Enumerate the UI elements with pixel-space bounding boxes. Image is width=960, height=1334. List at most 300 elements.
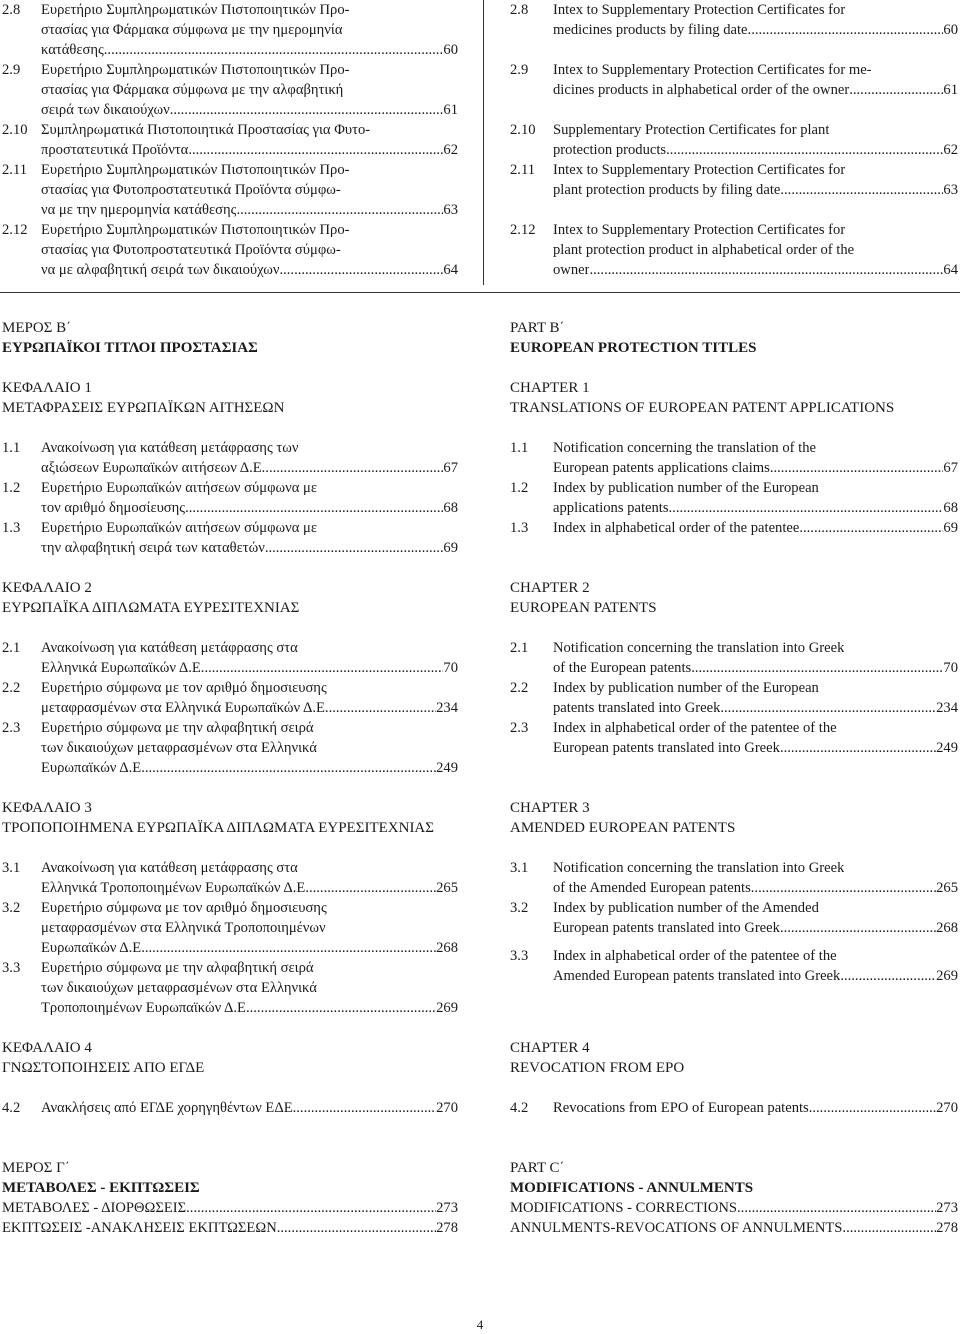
entry-line-text: MODIFICATIONS - CORRECTIONS bbox=[510, 1200, 738, 1216]
toc-entry bbox=[2, 0, 458, 60]
entry-line bbox=[553, 498, 958, 518]
entry-line bbox=[553, 966, 958, 986]
entry-number: 1.3 bbox=[2, 520, 21, 536]
entry-line bbox=[41, 518, 458, 538]
dot-leader bbox=[188, 140, 443, 160]
dot-leader bbox=[236, 200, 443, 220]
dot-leader bbox=[185, 498, 443, 518]
entry-line bbox=[41, 898, 458, 918]
entry-text bbox=[553, 1098, 958, 1118]
entry-text bbox=[553, 120, 958, 160]
entry-line bbox=[553, 638, 958, 658]
entry-line-text: στασίας για Φυτοπροστατευτικά Προϊόντα σύμφω- bbox=[41, 242, 341, 258]
chapter-entries bbox=[510, 1098, 958, 1118]
page-ref: 234 bbox=[436, 700, 458, 716]
entry-text bbox=[41, 120, 458, 160]
part-label: PART C΄ bbox=[510, 1160, 565, 1176]
entry-line-text: Amended European patents translated into Greek bbox=[553, 968, 841, 984]
chapter-1-greek bbox=[2, 378, 458, 558]
toc-entry bbox=[510, 438, 958, 478]
entry-number: 1.2 bbox=[510, 480, 529, 496]
page-ref: 269 bbox=[436, 1000, 458, 1016]
entry-line bbox=[553, 698, 958, 718]
toc-entry bbox=[510, 0, 958, 40]
entry-line-text: European patents translated into Greek bbox=[553, 920, 780, 936]
page-ref: 64 bbox=[443, 262, 458, 278]
chapter-title: ΤΡΟΠΟΠΟΙΗΜΕΝΑ ΕΥΡΩΠΑΪΚΑ ΔΙΠΛΩΜΑΤΑ ΕΥΡΕΣΙΤΕΧΝΙΑΣ bbox=[2, 820, 434, 836]
page-ref: 63 bbox=[443, 202, 458, 218]
chapter-label: ΚΕΦΑΛΑΙΟ 3 bbox=[2, 800, 92, 816]
entry-number: 2.8 bbox=[510, 2, 529, 18]
entry-number: 3.1 bbox=[2, 860, 21, 876]
entry-line bbox=[2, 1218, 458, 1238]
entry-line-text: των δικαιούχων μεταφρασμένων στα Ελληνικά bbox=[41, 980, 317, 996]
toc-entry bbox=[510, 1098, 958, 1118]
toc-entry bbox=[2, 220, 458, 280]
entry-line-text: patents translated into Greek bbox=[553, 700, 721, 716]
chapter-4-greek bbox=[2, 1038, 458, 1118]
dot-leader bbox=[145, 758, 436, 778]
entry-line-text: Συμπληρωματικά Πιστοποιητικά Προστασίας για Φυτο- bbox=[41, 122, 371, 138]
part-c-english bbox=[510, 1158, 958, 1238]
entry-line bbox=[553, 458, 958, 478]
entry-line-text: Ανακοίνωση για κατάθεση μετάφρασης των bbox=[41, 440, 299, 456]
entry-text bbox=[41, 678, 458, 718]
dot-leader bbox=[720, 698, 936, 718]
entry-line bbox=[41, 538, 458, 558]
toc-entry bbox=[2, 120, 458, 160]
entry-line bbox=[41, 80, 458, 100]
dot-leader bbox=[170, 100, 444, 120]
dot-leader bbox=[809, 1098, 936, 1118]
entry-text bbox=[2, 1218, 458, 1238]
entry-line-text: Ευρετήριο Συμπληρωματικών Πιστοποιητικών Προ- bbox=[41, 222, 350, 238]
entry-line-text: Ευρετήριο σύμφωνα με τον αριθμό δημοσιευσης bbox=[41, 900, 327, 916]
section-divider bbox=[0, 292, 960, 293]
page-ref: 249 bbox=[436, 760, 458, 776]
part-title: MODIFICATIONS - ANNULMENTS bbox=[510, 1180, 754, 1196]
dot-leader bbox=[748, 20, 944, 40]
page-ref: 268 bbox=[436, 940, 458, 956]
entry-line-text: στασίας για Φάρμακα σύμφωνα με την αλφαβητική bbox=[41, 82, 344, 98]
entry-line-text: τον αριθμό δημοσίευσης bbox=[41, 500, 186, 516]
dot-leader bbox=[204, 658, 443, 678]
toc-entry bbox=[2, 438, 458, 478]
entry-text bbox=[41, 518, 458, 558]
dot-leader bbox=[737, 1198, 936, 1218]
chapter-3-english bbox=[510, 798, 958, 986]
entry-line bbox=[553, 1098, 958, 1118]
chapter-label: CHAPTER 2 bbox=[510, 580, 590, 596]
entry-line-text: αξιώσεων Ευρωπαϊκών αιτήσεων Δ.Ε. bbox=[41, 460, 266, 476]
entry-number: 2.2 bbox=[2, 680, 21, 696]
page-ref: 61 bbox=[443, 102, 458, 118]
entry-line-text: Notification concerning the translation into Greek bbox=[553, 860, 845, 876]
page-ref: 234 bbox=[936, 700, 958, 716]
dot-leader bbox=[145, 938, 436, 958]
page-ref: 270 bbox=[436, 1100, 458, 1116]
entry-line-text: Ευρωπαϊκών Δ.Ε. bbox=[41, 940, 145, 956]
toc-entry bbox=[510, 60, 958, 100]
page-ref: 62 bbox=[943, 142, 958, 158]
entry-line-text: European patents applications claims bbox=[553, 460, 770, 476]
chapter-title: AMENDED EUROPEAN PATENTS bbox=[510, 820, 736, 836]
entry-line bbox=[41, 60, 458, 80]
entry-text bbox=[41, 0, 458, 60]
page-ref: 270 bbox=[936, 1100, 958, 1116]
dot-leader bbox=[250, 998, 436, 1018]
entry-line bbox=[553, 946, 958, 966]
chapter-entries bbox=[2, 858, 458, 1018]
entry-line bbox=[553, 658, 958, 678]
entry-line-text: Index in alphabetical order of the patentee of the bbox=[553, 948, 837, 964]
chapter-label: ΚΕΦΑΛΑΙΟ 2 bbox=[2, 580, 92, 596]
entry-line-text: Intex to Supplementary Protection Certificates for bbox=[553, 222, 846, 238]
page-ref: 273 bbox=[436, 1200, 458, 1216]
entry-line-text: of the European patents bbox=[553, 660, 692, 676]
entry-line-text: την αλφαβητική σειρά των καταθετών bbox=[41, 540, 265, 556]
dot-leader bbox=[669, 498, 944, 518]
dot-leader bbox=[186, 1198, 436, 1218]
page-ref: 67 bbox=[943, 460, 958, 476]
entry-line-text: να με αλφαβητική σειρά των δικαιούχων bbox=[41, 262, 280, 278]
entry-text bbox=[553, 438, 958, 478]
part-b-heading-english bbox=[510, 318, 958, 358]
entry-line-text: Τροποποιημένων Ευρωπαϊκών Δ.Ε. bbox=[41, 1000, 250, 1016]
page-ref: 268 bbox=[936, 920, 958, 936]
entry-text bbox=[553, 220, 958, 280]
page-ref: 68 bbox=[443, 500, 458, 516]
entry-line-text: Index in alphabetical order of the patentee bbox=[553, 520, 800, 536]
entry-line bbox=[41, 958, 458, 978]
dot-leader bbox=[770, 458, 944, 478]
chapter-label: ΚΕΦΑΛΑΙΟ 1 bbox=[2, 380, 92, 396]
entry-line bbox=[41, 698, 458, 718]
entry-line-text: Ελληνικά Ευρωπαϊκών Δ.Ε. bbox=[41, 660, 205, 676]
entry-number: 2.10 bbox=[510, 122, 536, 138]
entry-text bbox=[553, 0, 958, 40]
entry-text bbox=[510, 1198, 958, 1218]
entry-line bbox=[553, 518, 958, 538]
entry-line bbox=[553, 140, 958, 160]
entry-text bbox=[41, 220, 458, 280]
entry-line-text: Ευρετήριο Συμπληρωματικών Πιστοποιητικών Προ- bbox=[41, 2, 350, 18]
chapter-title: TRANSLATIONS OF EUROPEAN PATENT APPLICATIONS bbox=[510, 400, 895, 416]
toc-entry bbox=[510, 160, 958, 200]
dot-leader bbox=[691, 658, 943, 678]
entry-line bbox=[41, 458, 458, 478]
entry-number: 2.11 bbox=[2, 162, 27, 178]
entry-line bbox=[41, 658, 458, 678]
entry-text bbox=[553, 898, 958, 938]
entry-number: 2.12 bbox=[2, 222, 28, 238]
chapter-2-english bbox=[510, 578, 958, 758]
dot-leader bbox=[840, 966, 936, 986]
page-ref: 61 bbox=[943, 82, 958, 98]
entry-text bbox=[553, 60, 958, 100]
entry-line bbox=[41, 978, 458, 998]
entry-line bbox=[553, 878, 958, 898]
entry-line bbox=[553, 718, 958, 738]
entry-text bbox=[510, 1218, 958, 1238]
entry-line bbox=[2, 1198, 458, 1218]
entry-number: 2.3 bbox=[510, 720, 529, 736]
chapter-3-greek bbox=[2, 798, 458, 1018]
entry-line bbox=[41, 678, 458, 698]
entry-line bbox=[41, 160, 458, 180]
page-ref: 278 bbox=[936, 1220, 958, 1236]
entry-line-text: Notification concerning the translation of the bbox=[553, 440, 817, 456]
dot-leader bbox=[666, 140, 943, 160]
toc-entry bbox=[2, 718, 458, 778]
entry-line-text: Ευρετήριο σύμφωνα με τον αριθμό δημοσιευσης bbox=[41, 680, 327, 696]
entry-line bbox=[553, 60, 958, 80]
entry-number: 2.11 bbox=[510, 162, 535, 178]
page-ref: 273 bbox=[936, 1200, 958, 1216]
entry-line bbox=[41, 478, 458, 498]
entry-line-text: Ελληνικά Τροποποιημένων Ευρωπαϊκών Δ.Ε. bbox=[41, 880, 309, 896]
entry-line bbox=[553, 678, 958, 698]
entry-text bbox=[41, 858, 458, 898]
chapter-title: REVOCATION FROM EPO bbox=[510, 1060, 685, 1076]
entry-line bbox=[41, 858, 458, 878]
entry-line bbox=[553, 160, 958, 180]
dot-leader bbox=[589, 260, 943, 280]
entry-line bbox=[41, 1098, 458, 1118]
entry-number: 1.3 bbox=[510, 520, 529, 536]
entry-line-text: Ευρετήριο Συμπληρωματικών Πιστοποιητικών Προ- bbox=[41, 162, 350, 178]
entry-line bbox=[41, 638, 458, 658]
entry-line bbox=[553, 80, 958, 100]
entry-number: 1.1 bbox=[2, 440, 21, 456]
entry-line-text: of the Amended European patents bbox=[553, 880, 751, 896]
chapter-label: ΚΕΦΑΛΑΙΟ 4 bbox=[2, 1040, 92, 1056]
entry-line-text: Supplementary Protection Certificates for plant bbox=[553, 122, 830, 138]
part-title: ΜΕΤΑΒΟΛΕΣ - ΕΚΠΤΩΣΕΙΣ bbox=[2, 1180, 200, 1196]
entry-text bbox=[41, 638, 458, 678]
toc-entry bbox=[510, 478, 958, 518]
dot-leader bbox=[279, 260, 443, 280]
entry-line bbox=[553, 240, 958, 260]
part-title: ΕΥΡΩΠΑΪΚΟΙ ΤΙΤΛΟΙ ΠΡΟΣΤΑΣΙΑΣ bbox=[2, 340, 258, 356]
page-ref: 278 bbox=[436, 1220, 458, 1236]
entry-number: 3.2 bbox=[2, 900, 21, 916]
entry-text bbox=[41, 718, 458, 778]
entry-line bbox=[41, 240, 458, 260]
page-ref: 60 bbox=[443, 42, 458, 58]
chapter-title: EUROPEAN PATENTS bbox=[510, 600, 657, 616]
entry-line-text: ΕΚΠΤΩΣΕΙΣ -ΑΝΑΚΛΗΣΕΙΣ ΕΚΠΤΩΣΕΩΝ bbox=[2, 1220, 277, 1236]
page-ref: 70 bbox=[943, 660, 958, 676]
page-ref: 70 bbox=[443, 660, 458, 676]
toc-entry bbox=[510, 120, 958, 160]
toc-entry bbox=[510, 946, 958, 986]
page-ref: 68 bbox=[943, 500, 958, 516]
chapter-entries bbox=[2, 438, 458, 558]
entry-line bbox=[41, 40, 458, 60]
entry-line-text: μεταφρασμένων στα Ελληνικά Ευρωπαϊκών Δ.Ε. bbox=[41, 700, 329, 716]
entry-line bbox=[510, 1218, 958, 1238]
part-c-greek bbox=[2, 1158, 458, 1238]
page-number: 4 bbox=[476, 1317, 484, 1332]
entry-line-text: European patents translated into Greek bbox=[553, 740, 780, 756]
entry-line-text: Revocations from EPO of European patents bbox=[553, 1100, 809, 1116]
part-label: PART B΄ bbox=[510, 320, 565, 336]
page-ref: 63 bbox=[943, 182, 958, 198]
chapter-entries bbox=[510, 438, 958, 538]
entry-number: 1.1 bbox=[510, 440, 529, 456]
entry-number: 4.2 bbox=[2, 1100, 21, 1116]
page-ref: 265 bbox=[936, 880, 958, 896]
entry-line bbox=[41, 100, 458, 120]
entry-line-text: Intex to Supplementary Protection Certificates for bbox=[553, 2, 846, 18]
page-ref: 60 bbox=[943, 22, 958, 38]
dot-leader bbox=[780, 738, 936, 758]
entry-number: 2.1 bbox=[510, 640, 529, 656]
entry-number: 2.8 bbox=[2, 2, 21, 18]
toc-entry bbox=[2, 478, 458, 518]
entry-line bbox=[41, 878, 458, 898]
entry-line-text: Ανακλήσεις από ΕΓΔΕ χορηγηθέντων ΕΔΕ bbox=[41, 1100, 293, 1116]
entry-number: 3.3 bbox=[2, 960, 21, 976]
chapter-title: ΜΕΤΑΦΡΑΣΕΙΣ ΕΥΡΩΠΑΪΚΩΝ ΑΙΤΗΣΕΩΝ bbox=[2, 400, 285, 416]
entry-text bbox=[41, 958, 458, 1018]
entry-line-text: Ευρωπαϊκών Δ.Ε. bbox=[41, 760, 145, 776]
entry-line-text: Index by publication number of the European bbox=[553, 680, 819, 696]
entry-text bbox=[41, 478, 458, 518]
entry-number: 3.1 bbox=[510, 860, 529, 876]
entry-line-text: Ευρετήριο Συμπληρωματικών Πιστοποιητικών Προ- bbox=[41, 62, 350, 78]
entry-line-text: μεταφρασμένων στα Ελληνικά Τροποποιημένων bbox=[41, 920, 326, 936]
toc-entry bbox=[2, 1098, 458, 1118]
toc-left-top bbox=[2, 0, 458, 280]
entry-line-text: Intex to Supplementary Protection Certificates for me- bbox=[553, 62, 872, 78]
chapter-label: CHAPTER 1 bbox=[510, 380, 590, 396]
entry-line-text: plant protection product in alphabetical order of the bbox=[553, 242, 855, 258]
toc-entry bbox=[2, 638, 458, 678]
entry-text bbox=[41, 438, 458, 478]
entry-line-text: protection products bbox=[553, 142, 667, 158]
entry-line bbox=[41, 220, 458, 240]
chapter-entries bbox=[2, 638, 458, 778]
part-label: ΜΕΡΟΣ Γ΄ bbox=[2, 1160, 70, 1176]
entry-text bbox=[2, 1198, 458, 1218]
entry-number: 1.2 bbox=[2, 480, 21, 496]
entry-line bbox=[553, 478, 958, 498]
chapter-label: CHAPTER 4 bbox=[510, 1040, 590, 1056]
entry-line-text: Ευρετήριο σύμφωνα με την αλφαβητική σειρά bbox=[41, 960, 314, 976]
page-ref: 269 bbox=[936, 968, 958, 984]
entry-number: 2.1 bbox=[2, 640, 21, 656]
entry-line-text: προστατευτικά Προϊόντα bbox=[41, 142, 189, 158]
page-ref: 69 bbox=[943, 520, 958, 536]
entry-number: 2.9 bbox=[510, 62, 529, 78]
entry-number: 2.9 bbox=[2, 62, 21, 78]
toc-entry bbox=[510, 638, 958, 678]
entry-line bbox=[553, 220, 958, 240]
chapter-title: ΕΥΡΩΠΑΪΚΑ ΔΙΠΛΩΜΑΤΑ ΕΥΡΕΣΙΤΕΧΝΙΑΣ bbox=[2, 600, 300, 616]
entry-line-text: applications patents bbox=[553, 500, 669, 516]
entry-line bbox=[510, 1198, 958, 1218]
dot-leader bbox=[309, 878, 436, 898]
toc-right-top bbox=[510, 0, 958, 280]
entry-line bbox=[41, 140, 458, 160]
entry-line bbox=[41, 0, 458, 20]
entry-line-text: Index by publication number of the Amended bbox=[553, 900, 819, 916]
entry-number: 4.2 bbox=[510, 1100, 529, 1116]
entry-line-text: Ευρετήριο Ευρωπαϊκών αιτήσεων σύμφωνα με bbox=[41, 520, 317, 536]
dot-leader bbox=[277, 1218, 436, 1238]
dot-leader bbox=[751, 878, 936, 898]
toc-entry bbox=[2, 898, 458, 958]
toc-entry bbox=[2, 678, 458, 718]
page-ref: 67 bbox=[443, 460, 458, 476]
entry-line-text: Intex to Supplementary Protection Certificates for bbox=[553, 162, 846, 178]
toc-entry bbox=[2, 160, 458, 220]
toc-entry bbox=[510, 220, 958, 280]
entry-text bbox=[41, 1098, 458, 1118]
dot-leader bbox=[842, 1218, 936, 1238]
page-ref: 265 bbox=[436, 880, 458, 896]
dot-leader bbox=[849, 80, 943, 100]
chapter-entries bbox=[510, 638, 958, 758]
entry-text bbox=[553, 518, 958, 538]
entry-number: 3.3 bbox=[510, 948, 529, 964]
dot-leader bbox=[799, 518, 943, 538]
entry-line-text: να με την ημερομηνία κατάθεσης bbox=[41, 202, 237, 218]
chapter-entries bbox=[510, 858, 958, 986]
chapter-entries bbox=[2, 1098, 458, 1118]
entry-line-text: των δικαιούχων μεταφρασμένων στα Ελληνικά bbox=[41, 740, 317, 756]
entry-line-text: στασίας για Φυτοπροστατευτικά Προϊόντα σύμφω- bbox=[41, 182, 341, 198]
entry-text bbox=[41, 160, 458, 220]
entry-text bbox=[553, 478, 958, 518]
chapter-1-english bbox=[510, 378, 958, 538]
entry-number: 2.2 bbox=[510, 680, 529, 696]
toc-entry bbox=[2, 1198, 458, 1218]
entry-line bbox=[553, 438, 958, 458]
entry-text bbox=[41, 60, 458, 120]
entry-line-text: medicines products by filing date bbox=[553, 22, 748, 38]
entry-line bbox=[553, 858, 958, 878]
entry-line bbox=[41, 998, 458, 1018]
page-ref: 69 bbox=[443, 540, 458, 556]
entry-line-text: στασίας για Φάρμακα σύμφωνα με την ημερομηνία bbox=[41, 22, 343, 38]
entry-line-text: Index in alphabetical order of the patentee of the bbox=[553, 720, 837, 736]
toc-entry bbox=[2, 858, 458, 898]
entry-line bbox=[553, 898, 958, 918]
entry-line bbox=[41, 260, 458, 280]
toc-entry bbox=[510, 1198, 958, 1218]
entry-text bbox=[41, 898, 458, 958]
entry-line bbox=[41, 200, 458, 220]
entry-line-text: Ευρετήριο σύμφωνα με την αλφαβητική σειρά bbox=[41, 720, 314, 736]
entry-line-text: plant protection products by filing date bbox=[553, 182, 781, 198]
entry-line-text: Ανακοίνωση για κατάθεση μετάφρασης στα bbox=[41, 640, 298, 656]
dot-leader bbox=[780, 918, 936, 938]
toc-entry bbox=[2, 1218, 458, 1238]
chapter-4-english bbox=[510, 1038, 958, 1118]
entry-line-text: κατάθεσης bbox=[41, 42, 104, 58]
entry-text bbox=[553, 638, 958, 678]
entry-line-text: Notification concerning the translation into Greek bbox=[553, 640, 845, 656]
entry-number: 3.2 bbox=[510, 900, 529, 916]
entry-text bbox=[553, 858, 958, 898]
page-ref: 249 bbox=[936, 740, 958, 756]
entry-line bbox=[41, 20, 458, 40]
entry-line bbox=[41, 120, 458, 140]
entry-line bbox=[41, 758, 458, 778]
